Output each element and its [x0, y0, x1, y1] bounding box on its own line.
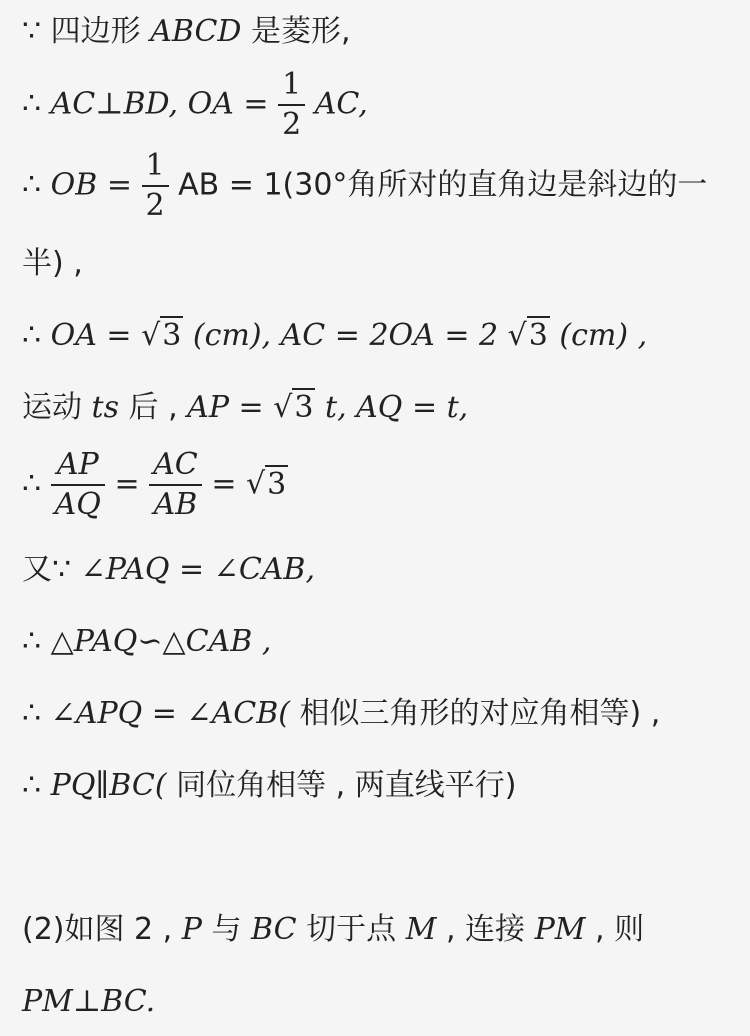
- step-line-11: [22, 766, 516, 806]
- because-symbol: ∵: [22, 14, 42, 49]
- therefore-symbol: ∴: [22, 768, 42, 803]
- step-line-4: [22, 244, 83, 284]
- math: BC: [251, 912, 297, 947]
- math: PQ∥BC(: [50, 768, 167, 803]
- step-line-9: [22, 622, 271, 662]
- text: 与: [211, 912, 242, 947]
- math: ∠APQ = ∠ACB(: [50, 696, 290, 731]
- math: P: [181, 912, 202, 947]
- fraction: [51, 446, 105, 524]
- fraction: [149, 446, 202, 524]
- text: 切于点: [306, 912, 397, 947]
- therefore-symbol: ∴: [22, 466, 42, 502]
- step-line-5: [22, 316, 647, 356]
- math: AC,: [314, 86, 368, 122]
- step-line-6: [22, 388, 468, 428]
- math: M: [405, 912, 437, 947]
- therefore-symbol: ∴: [22, 624, 42, 659]
- sqrt: √3: [246, 466, 287, 502]
- math: PM⊥BC.: [22, 984, 156, 1019]
- fraction: [278, 66, 305, 144]
- math: AP =: [187, 390, 264, 425]
- sqrt: √3: [141, 318, 182, 353]
- fraction-denominator: 2: [145, 188, 165, 223]
- math: ABCD: [150, 14, 242, 49]
- equals-sign: =: [211, 466, 237, 502]
- fraction-denominator: 2: [282, 107, 302, 142]
- text: 是菱形,: [251, 14, 351, 49]
- step-line-2: [22, 66, 368, 144]
- fraction-numerator: AP: [51, 446, 105, 486]
- fraction-numerator: 1: [142, 147, 169, 187]
- math: PM: [534, 912, 586, 947]
- equals-sign: =: [114, 466, 140, 502]
- math: ts: [91, 390, 119, 425]
- text: 运动: [22, 390, 82, 425]
- radicand: 3: [528, 318, 548, 353]
- math: (cm) ,: [559, 318, 648, 353]
- text: , 则: [595, 912, 645, 947]
- text: AB = 1(30°角所对的直角边是斜边的一: [178, 167, 708, 203]
- radicand: 3: [294, 390, 314, 425]
- math: ∠PAQ = ∠CAB,: [80, 552, 316, 587]
- math: AC⊥BD, OA =: [50, 86, 269, 122]
- step-line-10: [22, 694, 660, 734]
- text: 后 ,: [128, 390, 178, 425]
- step-line-12: [22, 910, 644, 950]
- radicand: 3: [267, 466, 287, 502]
- therefore-symbol: ∴: [22, 696, 42, 731]
- math: OA =: [50, 318, 132, 353]
- text: (2)如图 2 ,: [22, 912, 173, 947]
- step-line-8: [22, 550, 315, 590]
- math: △PAQ∽△CAB ,: [50, 624, 272, 659]
- fraction-numerator: 1: [278, 66, 305, 106]
- text: 相似三角形的对应角相等) ,: [299, 696, 661, 731]
- step-line-7: [22, 446, 288, 524]
- step-line-1: [22, 12, 351, 52]
- math: (cm), AC = 2OA = 2: [192, 318, 499, 353]
- step-line-13: [22, 982, 155, 1022]
- fraction-denominator: AB: [153, 487, 198, 522]
- radicand: 3: [162, 318, 182, 353]
- fraction: [142, 147, 169, 225]
- step-line-3: [22, 147, 707, 225]
- text: , 连接: [445, 912, 526, 947]
- text: 又∵: [22, 552, 72, 587]
- sqrt: √3: [507, 318, 548, 353]
- sqrt: √3: [273, 390, 314, 425]
- therefore-symbol: ∴: [22, 167, 42, 203]
- text: 四边形: [50, 14, 141, 49]
- therefore-symbol: ∴: [22, 86, 42, 122]
- therefore-symbol: ∴: [22, 318, 42, 353]
- text: 半) ,: [22, 246, 83, 281]
- math: t, AQ = t,: [325, 390, 469, 425]
- math: OB =: [50, 167, 132, 203]
- text: 同位角相等 , 两直线平行): [176, 768, 517, 803]
- fraction-numerator: AC: [149, 446, 202, 486]
- fraction-denominator: AQ: [54, 487, 101, 522]
